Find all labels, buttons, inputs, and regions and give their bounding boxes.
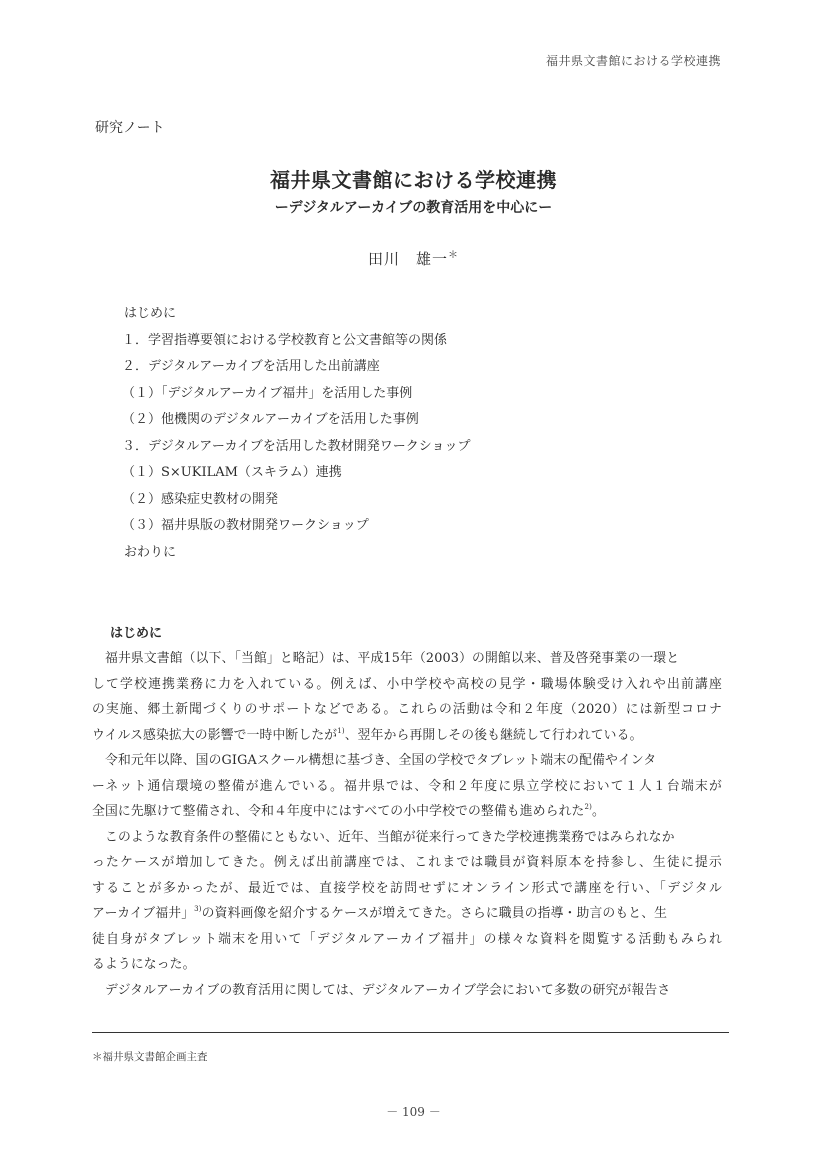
body-text-run: ーネット通信環境の整備が進んでいる。福井県では、令和２年度に県立学校において１人１台端末が	[92, 778, 722, 794]
running-header: 福井県文書館における学校連携	[545, 54, 721, 68]
table-of-contents	[118, 301, 471, 566]
body-text-run: アーカイブ福井」	[92, 906, 195, 921]
body-line	[92, 748, 722, 774]
toc-item: （２）感染症史教材の開発	[122, 491, 279, 507]
body-line	[92, 952, 722, 978]
body-text-run: るようになった。	[92, 957, 196, 972]
author-affiliation-footnote: ＊福井県文書館企画主査	[92, 1051, 208, 1063]
section-type-label: 研究ノート	[95, 120, 165, 136]
toc-item: １．学習指導要領における学校教育と公文書館等の関係	[122, 332, 448, 348]
body-text-run: ウイルス感染拡大の影響で一時中断したが	[92, 727, 338, 743]
body-text-run: の実施、郷土新聞づくりのサポートなどである。これらの活動は令和２年度（2020）には新型コロナ	[92, 702, 722, 717]
body-line	[92, 876, 722, 902]
body-text-run: デジタルアーカイブの教育活用に関しては、デジタルアーカイブ学会において多数の研究が報告さ	[105, 982, 671, 998]
body-text	[92, 646, 722, 1003]
footnote-ref: 3)	[194, 905, 202, 913]
body-text-run: 徒自身がタブレット端末を用いて「デジタルアーカイブ福井」の様々な資料を閲覧する活動もみられ	[92, 931, 722, 947]
section-heading: はじめに	[110, 626, 163, 641]
body-line	[92, 978, 722, 1004]
toc-item: おわりに	[124, 544, 177, 560]
article-subtitle: ーデジタルアーカイブの教育活用を中心にー	[274, 200, 553, 216]
body-text-run: 、翌年から再開しその後も継続して行われている。	[344, 727, 643, 743]
body-line	[92, 927, 722, 953]
body-line	[92, 825, 722, 851]
body-line	[92, 774, 722, 800]
footnote-ref: 1)	[337, 726, 345, 735]
toc-item: ３．デジタルアーカイブを活用した教材開発ワークショップ	[122, 438, 471, 454]
body-text-run: このような教育条件の整備にともない、近年、当館が従来行ってきた学校連携業務ではみられなか	[105, 829, 675, 845]
footnote-ref: 2)	[584, 803, 592, 811]
body-text-run: して学校連携業務に力を入れている。例えば、小中学校や高校の見学・職場体験受け入れや出前講座	[92, 676, 722, 692]
body-text-run: 全国に先駆けて整備され、令和４年度中にはすべての小中学校での整備も進められた	[92, 804, 585, 819]
body-text-run: 。	[592, 804, 605, 819]
author-name: 田川 雄一	[367, 250, 448, 268]
toc-item: （１）「デジタルアーカイブ福井」を活用した事例	[122, 385, 413, 401]
body-line	[92, 799, 722, 825]
body-text-run: ったケースが増加してきた。例えば出前講座では、これまでは職員が資料原本を持参し、生徒に提示	[92, 855, 722, 870]
toc-item: （１）S×UKILAM（スキラム）連携	[122, 465, 342, 480]
body-line	[92, 723, 722, 749]
article-title: 福井県文書館における学校連携	[270, 168, 557, 192]
footnote-divider	[92, 1032, 729, 1033]
body-text-run: することが多かったが、最近では、直接学校を訪問せずにオンライン形式で講座を行い、「デジタル	[92, 880, 722, 896]
body-text-run: の資料画像を紹介するケースが増えてきた。さらに職員の指導・助言のもと、生	[201, 906, 668, 921]
toc-item: ２．デジタルアーカイブを活用した出前講座	[122, 359, 380, 374]
toc-item: （３）福井県版の教材開発ワークショップ	[122, 518, 369, 533]
toc-item: はじめに	[124, 306, 177, 321]
body-line	[92, 697, 722, 723]
body-line	[92, 646, 722, 672]
toc-item: （２）他機関のデジタルアーカイブを活用した事例	[122, 412, 419, 427]
author-line	[0, 248, 827, 269]
body-text-run: 福井県文書館（以下、「当館」と略記）は、平成15年（2003）の開館以来、普及啓発事業の一環と	[105, 651, 680, 666]
author-footnote-mark: ＊	[448, 250, 459, 261]
body-line	[92, 901, 722, 927]
page-number: － 109 －	[386, 1105, 441, 1119]
body-text-run: 令和元年以降、国のGIGAスクール構想に基づき、全国の学校でタブレット端末の配備やインタ	[105, 753, 657, 768]
body-line	[92, 850, 722, 876]
body-line	[92, 672, 722, 698]
